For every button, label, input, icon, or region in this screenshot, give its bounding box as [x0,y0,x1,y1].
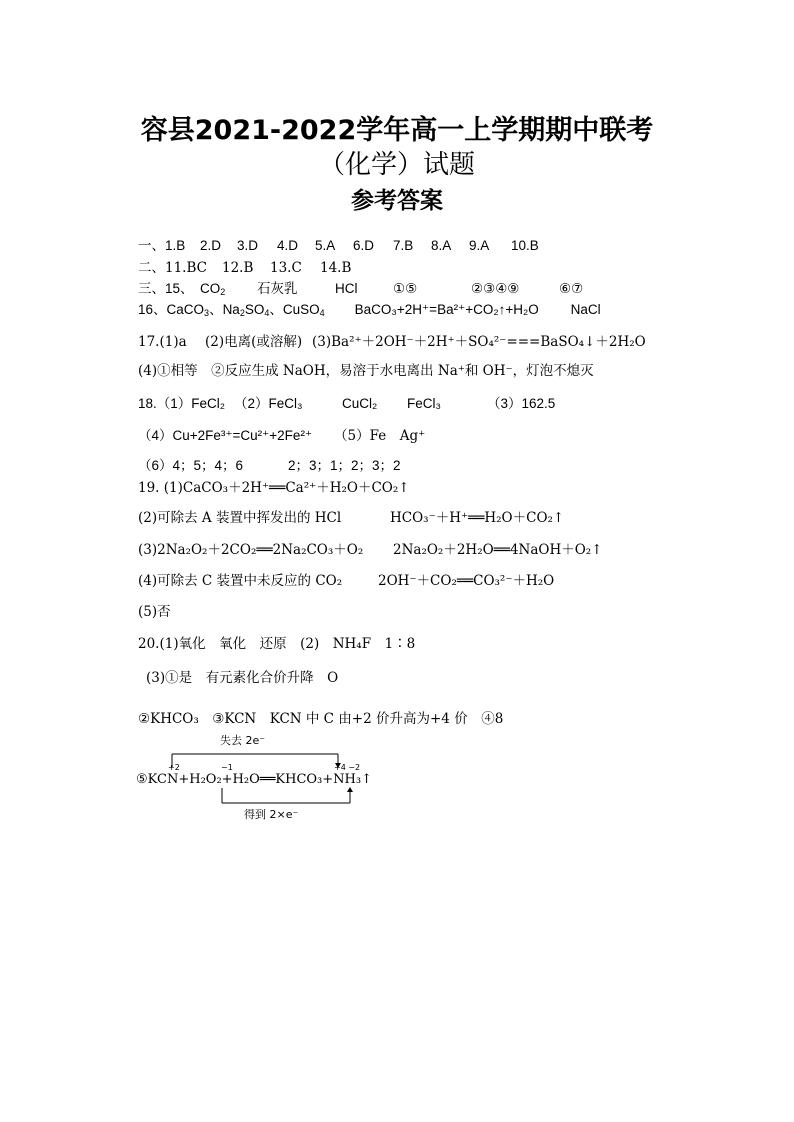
q18-part6a: （6）4；5；4；6 [138,458,244,473]
oxidation-state-c-left: +2 [168,763,180,772]
q19-part4b: 2OH⁻＋CO₂══CO₃²⁻＋H₂O [378,573,555,589]
answer-item: 14.B [320,260,352,276]
answers-section-2 [138,256,351,276]
q17-part1: 17.(1)a [138,334,187,350]
q15-label: 三、15、 [138,281,194,296]
q18-part2: （2）FeCl₃ [234,396,303,411]
hcl-answer: HCl [335,281,358,296]
answer-q15: 三、15、 $CO_2$ 石灰乳 HCl ①⑤ ②③④⑨ ⑥⑦ [138,277,583,297]
answer-q18-line1 [138,392,555,412]
answer-q18-line3 [138,454,401,474]
answer-item: 4.D [277,238,299,253]
reaction-equation: ⑤KCN+H₂O₂+H₂O══KHCO₃+NH₃↑ [136,772,372,787]
q16-label: 16、 [138,302,167,317]
q19-part3a: (3)2Na₂O₂＋2CO₂══2Na₂CO₃＋O₂ [138,542,364,558]
answer-q17-line1 [138,330,646,350]
answer-item: 6.D [353,238,375,253]
group-3: ⑥⑦ [559,281,584,296]
q18-part2c: FeCl₃ [407,396,442,411]
q18-part2b: CuCl₂ [342,396,378,411]
lime-answer: 石灰乳 [257,281,298,296]
q19-part3b: 2Na₂O₂＋2H₂O══4NaOH＋O₂↑ [393,542,603,558]
answer-q18-line2 [138,424,425,444]
gain-electrons-label: 得到 2×e⁻ [244,808,299,821]
oxidation-state-c-right: +4 −2 [334,763,361,772]
q17-part2: (2)电离(或溶解) [205,334,303,350]
q17-part3: (3)Ba²⁺＋2OH⁻＋2H⁺＋SO₄²⁻===BaSO₄↓＋2H₂O [312,334,646,350]
answer-q19-line1: 19. (1)CaCO₃＋2H⁺══Ca²⁺＋H₂O＋CO₂↑ [138,480,410,496]
answer-q20-line3: ②KHCO₃ ③KCN KCN 中 C 由+2 价升高为+4 价 ④8 [138,711,504,727]
q18-part6b: 2；3；1；2；3；2 [288,458,401,473]
q18-part3: （3）162.5 [487,396,556,411]
q19-part2a: (2)可除去 A 装置中挥发出的 HCl [138,510,342,526]
answer-item: 5.A [315,238,336,253]
title-line-1: 容县2021-2022学年高一上学期期中联考 [140,115,654,146]
q19-part4a: (4)可除去 C 装置中未反应的 CO₂ [138,573,343,589]
co2-formula: CO [200,281,221,296]
answer-item: 13.C [270,260,302,276]
section-label: 一、 [138,238,165,253]
answer-q19-line3 [138,538,603,558]
oxidation-state-o: −1 [221,763,233,772]
electron-transfer-diagram [136,730,436,830]
answer-item: 2.D [200,238,222,253]
answer-item: 8.A [431,238,452,253]
answer-q19-line4 [138,569,554,589]
q18-part4: （4）Cu+2Fe³⁺=Cu²⁺+2Fe²⁺ [138,428,313,443]
q16-equation: BaCO₃+2H⁺=Ba²⁺+CO₂↑+H₂O [354,302,539,317]
answer-q17-line2: (4)①相等 ②反应生成 NaOH，易溶于水电离出 Na⁺和 OH⁻，灯泡不熄灭 [138,363,594,379]
answers-section-1 [138,234,539,254]
answer-q19-line5: (5)否 [138,604,171,620]
answer-item: 3.D [237,238,259,253]
answer-item: 12.B [222,260,254,276]
answer-q20-line1: 20.(1)氧化 氧化 还原 (2) NH₄F 1∶8 [138,636,416,652]
title-line-3: 参考答案 [351,188,443,214]
answer-q20-line2: (3)①是 有元素化合价升降 O [146,670,339,686]
q19-part2b: HCO₃⁻＋H⁺══H₂O＋CO₂↑ [390,510,565,526]
answer-item: 1.B [165,238,186,253]
answer-item: 9.A [469,238,490,253]
answer-item: 11.BC [165,260,207,276]
answer-item: 7.B [393,238,414,253]
q16-nacl: NaCl [570,302,601,317]
group-2: ②③④⑨ [471,281,520,296]
group-1: ①⑤ [393,281,418,296]
lose-electrons-label: 失去 2e⁻ [220,734,266,747]
section-label: 二、 [138,260,165,276]
answer-q19-line2 [138,506,564,526]
answer-item: 10.B [511,238,539,253]
q18-part1: 18.（1）FeCl₂ [138,396,226,411]
answer-q16: 16、CaCO$_3$、$Na_2SO_4$、CuSO$_4$ BaCO₃+2H⁺=Ba²⁺+CO₂↑+H₂O NaCl [138,302,601,318]
title-line-2: （化学）试题 [318,150,475,180]
q18-part5: （5）Fe Ag⁺ [334,428,426,444]
